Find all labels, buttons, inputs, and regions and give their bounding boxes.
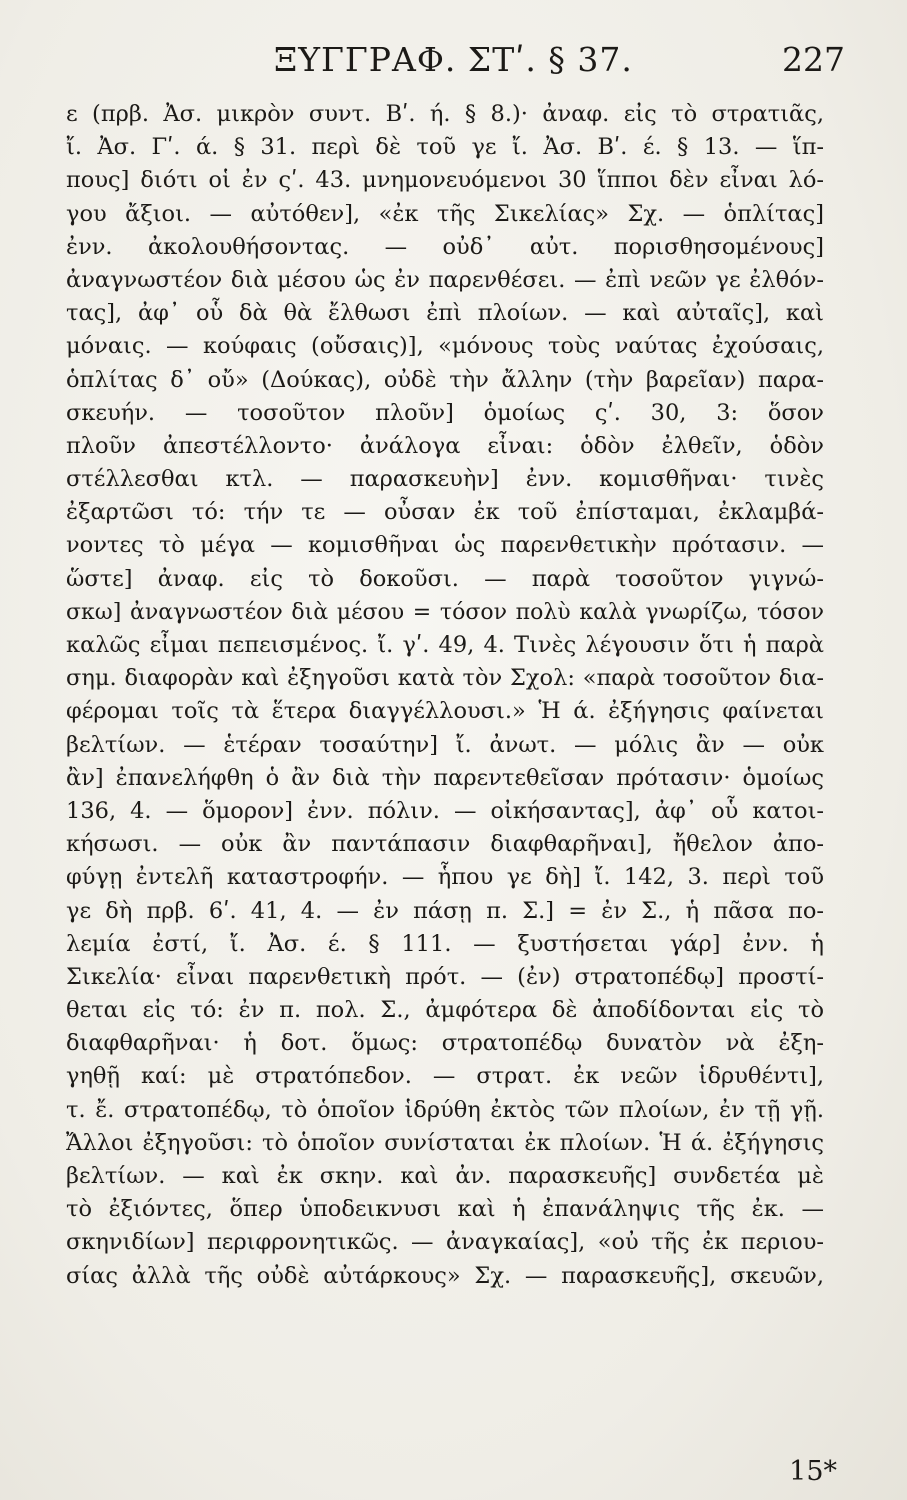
text-line: πους] διότι οἱ ἐν ςʹ. 43. μνημονευόμενοι 30 ἵπποι δὲν εἶναι λό- [66,167,824,194]
text-line: ὥστε] ἀναφ. εἰς τὸ δοκοῦσι. — παρὰ τοσοῦτον γιγνώ- [66,565,824,592]
text-line: τας], ἀφ᾽ οὗ δὰ θὰ ἔλθωσι ἐπὶ πλοίων. — καὶ αὐταῖς], καὶ [66,300,824,327]
text-line: ὁπλίτας δ᾽ οὔ» (Δούκας), οὐδὲ τὴν ἄλλην (τὴν βαρεῖαν) παρα- [66,366,824,393]
text-line: σκηνιδίων] περιφρονητικῶς. — ἀναγκαίας], «οὐ τῆς ἐκ περιου- [66,1229,824,1256]
text-line: ἐνν. ἀκολουθήσοντας. — οὐδ᾽ αὐτ. πορισθησομένους] [66,233,824,260]
text-line: πλοῦν ἀπεστέλλοντο· ἀνάλογα εἶναι: ὁδὸν ἐλθεῖν, ὁδὸν [66,432,824,459]
text-line: Ἄλλοι ἐξηγοῦσι: τὸ ὁποῖον συνίσταται ἐκ πλοίων. Ἡ ά. ἐξήγησις [66,1129,824,1156]
text-line: βελτίων. — καὶ ἐκ σκην. καὶ ἀν. παρασκευῆς] συνδετέα μὲ [66,1163,824,1189]
text-line: φύγῃ ἐντελῆ καταστροφήν. — ἧπου γε δὴ] ἴ. 142, 3. περὶ τοῦ [66,864,824,891]
text-line: γηθῇ καί: μὲ στρατόπεδον. — στρατ. ἐκ νεῶν ἱδρυθέντι], [66,1063,824,1090]
text-line: ἐξαρτῶσι τό: τήν τε — οὖσαν ἐκ τοῦ ἐπίσταμαι, ἐκλαμβά- [66,499,824,526]
text-line: σημ. διαφορὰν καὶ ἐξηγοῦσι κατὰ τὸν Σχολ: «παρὰ τοσοῦτον δια- [66,665,824,692]
text-line: σκευήν. — τοσοῦτον πλοῦν] ὁμοίως ςʹ. 30, 3: ὅσον [66,399,824,426]
text-line: σίας ἀλλὰ τῆς οὐδὲ αὐτάρκους» Σχ. — παρασκευῆς], σκευῶν, [66,1262,824,1289]
text-line: καλῶς εἶμαι πεπεισμένος. ἴ. γʹ. 49, 4. Τινὲς λέγουσιν ὅτι ἡ παρὰ [66,632,824,658]
page-header [0,40,907,90]
text-line: ἀναγνωστέον διὰ μέσου ὡς ἐν παρενθέσει. — ἐπὶ νεῶν γε ἐλθόν- [66,266,824,293]
text-line: σκω] ἀναγνωστέον διὰ μέσου = τόσον πολὺ καλὰ γνωρίζω, τόσον [66,599,824,625]
text-line: ἴ. Ἀσ. Γʹ. ά. § 31. περὶ δὲ τοῦ γε ἴ. Ἀσ. Βʹ. έ. § 13. — ἵπ- [66,134,824,161]
text-line: στέλλεσθαι κτλ. — παρασκευὴν] ἐνν. κομισθῆναι· τινὲς [66,466,824,493]
text-line: γε δὴ πρβ. 6ʹ. 41, 4. — ἐν πάσῃ π. Σ.] = ἐν Σ., ἡ πᾶσα πο- [66,897,824,924]
page-number: 227 [782,40,845,79]
signature-mark: 15* [789,1456,837,1487]
text-line: νοντες τὸ μέγα — κομισθῆναι ὡς παρενθετικὴν πρότασιν. — [66,532,824,559]
text-line: τ. ἔ. στρατοπέδῳ, τὸ ὁποῖον ἱδρύθη ἐκτὸς τῶν πλοίων, ἐν τῇ γῇ. [66,1096,824,1123]
text-line: ἂν] ἐπανελήφθη ὁ ἂν διὰ τὴν παρεντεθεῖσαν πρότασιν· ὁμοίως [66,764,824,791]
text-line: 136, 4. — ὅμορον] ἐνν. πόλιν. — οἰκήσαντας], ἀφ᾽ οὗ κατοι- [66,797,824,824]
text-line: κήσωσι. — οὐκ ἂν παντάπασιν διαφθαρῆναι], ἤθελον ἀπο- [66,831,824,858]
text-line: Σικελία· εἶναι παρενθετικὴ πρότ. — (ἐν) στρατοπέδῳ] προστί- [66,963,824,990]
text-line: βελτίων. — ἑτέραν τοσαύτην] ἴ. ἀνωτ. — μόλις ἂν — οὐκ [66,731,824,758]
text-line: μόναις. — κούφαις (οὔσαις)], «μόνους τοὺς ναύτας ἐχούσαις, [66,333,824,360]
running-head: ΞΥΓΓΡΑΦ. ΣΤʹ. § 37. [274,40,633,79]
text-line: διαφθαρῆναι· ἡ δοτ. ὅμως: στρατοπέδῳ δυνατὸν νὰ ἐξη- [66,1030,824,1057]
text-line: λεμία ἐστί, ἴ. Ἀσ. έ. § 111. — ξυστήσεται γάρ] ἐνν. ἡ [66,930,824,957]
text-line: θεται εἰς τό: ἐν π. πολ. Σ., ἀμφότερα δὲ ἀποδίδονται εἰς τὸ [66,997,824,1024]
text-line: ε (πρβ. Ἀσ. μικρὸν συντ. Βʹ. ή. § 8.)· ἀναφ. εἰς τὸ στρατιᾶς, [66,101,824,127]
text-line: γου ἄξιοι. — αὐτόθεν], «ἐκ τῆς Σικελίας» Σχ. — ὁπλίτας] [66,200,824,227]
text-line: φέρομαι τοῖς τὰ ἕτερα διαγγέλλουσι.» Ἡ ά. ἐξήγησις φαίνεται [66,698,824,725]
commentary-text [66,98,824,1293]
text-line: τὸ ἐξιόντες, ὅπερ ὑποδεικνυσι καὶ ἡ ἐπανάληψις τῆς ἐκ. — [66,1196,824,1223]
